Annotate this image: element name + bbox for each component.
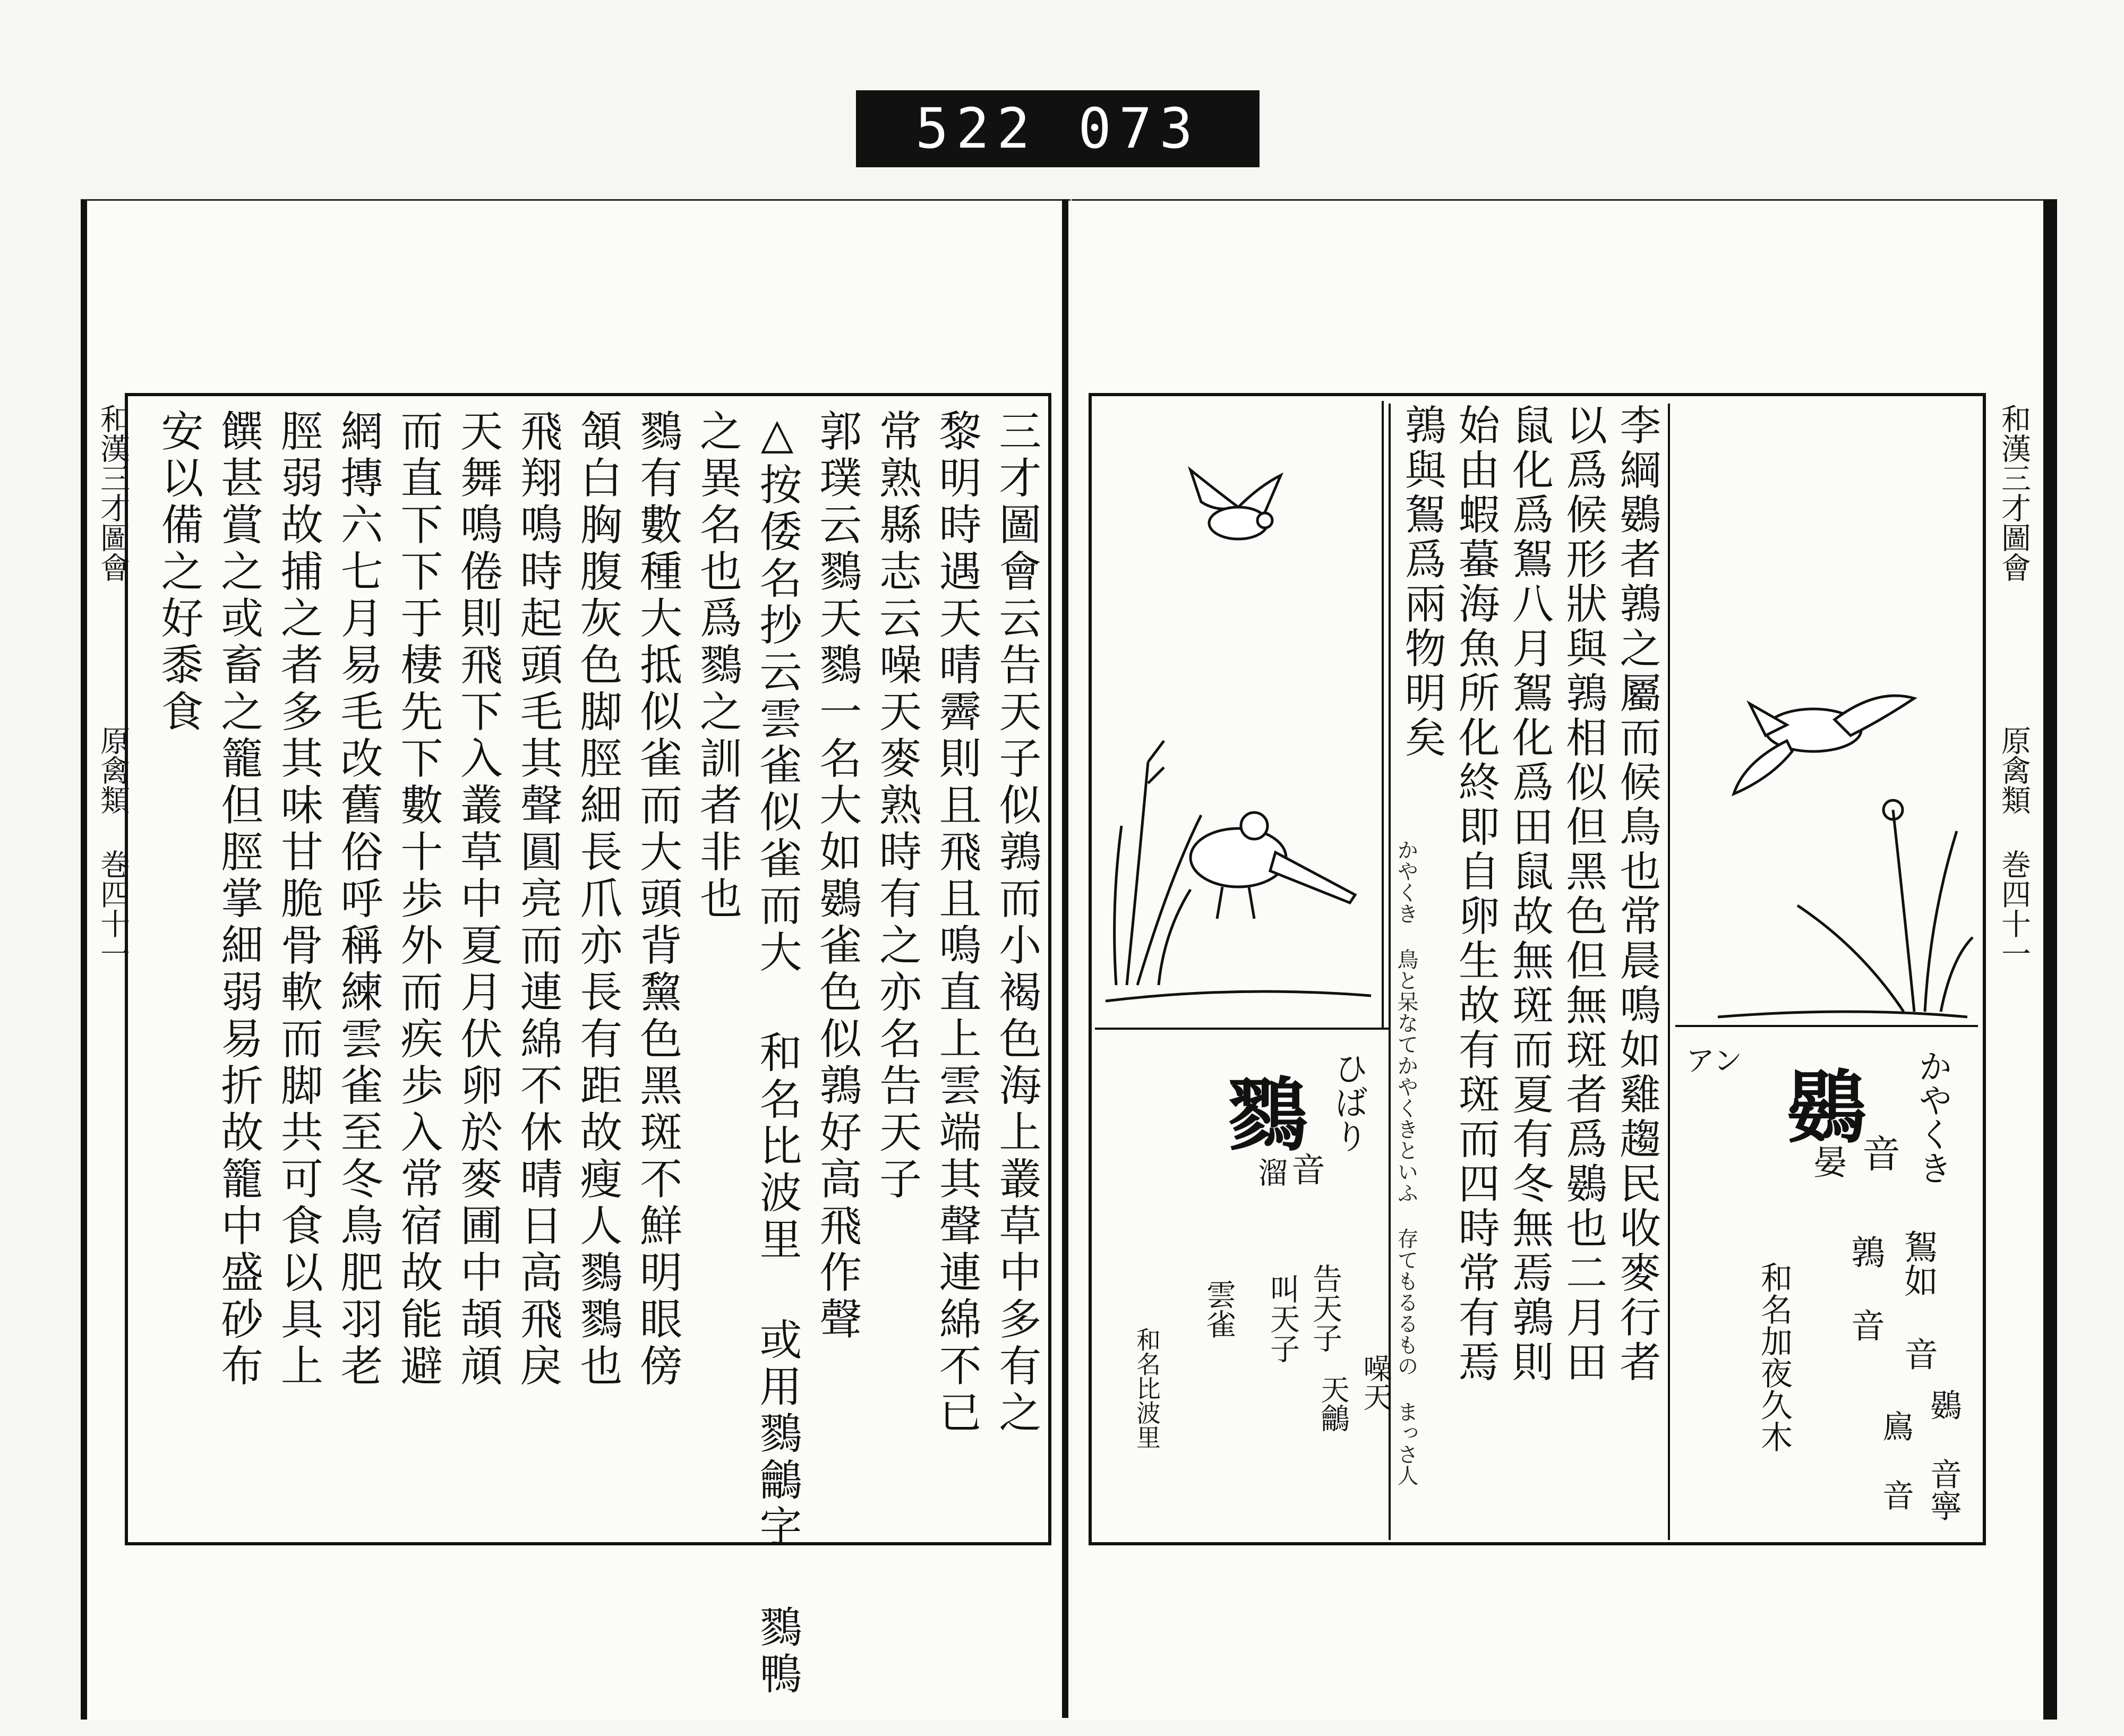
entry-character: 鷚 <box>1228 1068 1308 1162</box>
on-value: 晏 <box>1808 1144 1847 1178</box>
handwritten-annotation: かやくき 鳥と呆なてかやくきといふ 存てもるるもの まっさ人 <box>1394 839 1418 1486</box>
text-column: 三才圖會云告天子似鶉而小褐色海上叢草中多有之 <box>991 409 1041 1437</box>
margin-section-title: 原禽類 巻四十一 <box>1997 725 2031 968</box>
wamyo-name: 和名加夜久木 <box>1755 1261 1793 1452</box>
text-column: 之異名也爲鷚之訓者非也 <box>692 409 742 923</box>
lark-entry <box>1095 1028 1392 1540</box>
middle-body-text <box>1389 404 1670 1540</box>
kana-reading: ひばり <box>1329 1051 1368 1153</box>
lark-illustration-panel <box>1095 401 1384 1028</box>
on-label: 音 <box>1286 1152 1325 1186</box>
text-column: 飛翔鳴時起頭毛其聲圓亮而連綿不休晴日高飛戾 <box>513 409 563 1390</box>
text-column: 鷚有數種大抵似雀而大頭背黧色黑斑不鮮明眼傍 <box>632 409 682 1390</box>
alias: 鷃 音寧 <box>1925 1389 1962 1521</box>
text-column: 網摶六七月易毛改舊俗呼稱練雲雀至冬鳥肥羽老 <box>333 409 383 1390</box>
text-column: 常熟縣志云噪天麥熟時有之亦名告天子 <box>872 409 922 1203</box>
on-label: 音 <box>1856 1134 1900 1172</box>
margin-book-title: 和漢三才圖會 <box>1997 404 2031 582</box>
flying-bird-icon <box>1191 470 1281 539</box>
archive-shelf-label: 522 073 <box>856 90 1260 167</box>
text-column: 以爲候形狀與鶉相似但黑色但無斑者爲鷃也二月田 <box>1559 404 1607 1385</box>
text-column: 鶉與鴽爲兩物明矣 <box>1398 404 1446 760</box>
text-column: 李綱鷃者鶉之屬而候鳥也常晨鳴如雞趨民收麥行者 <box>1613 404 1661 1385</box>
book-spine <box>1062 199 1068 1718</box>
right-margin-title <box>1997 404 2031 968</box>
text-column: 頷白胸腹灰色脚脛細長爪亦長有距故瘦人鷚鷚也 <box>572 409 622 1390</box>
text-column: 脛弱故捕之者多其味甘脆骨軟而脚共可食以具上 <box>273 409 323 1390</box>
alias: 鴽如 音 <box>1898 1229 1938 1371</box>
wamyo-name: 和名比波里 <box>1133 1327 1161 1449</box>
on-reading: アン <box>1686 1044 1742 1077</box>
grass-icon <box>1718 800 1973 1017</box>
alias-note: 噪天 <box>1359 1354 1392 1411</box>
text-column: 而直下下于棲先下數十歩外而疾歩入常宿故能避 <box>393 409 443 1390</box>
text-column: 始由蝦蟇海魚所化終即自卵生故有斑而四時常有焉 <box>1451 404 1500 1385</box>
on-value: 溜 <box>1253 1157 1288 1187</box>
flying-bird-icon <box>1734 696 1914 794</box>
quail-illustration-panel <box>1675 401 1978 1027</box>
quail-entry <box>1675 1028 1978 1537</box>
perched-bird-icon <box>1191 813 1355 919</box>
lark-illustration <box>1095 401 1382 1028</box>
margin-book-title: 和漢三才圖會 <box>96 404 130 582</box>
text-column: 天舞鳴倦則飛下入叢草中夏月伏卵於麥圃中頡頏 <box>453 409 503 1390</box>
margin-section-title: 原禽類 巻四十一 <box>96 725 130 968</box>
text-column: 安以備之好黍食 <box>154 409 203 736</box>
alias: 鶉 音 <box>1845 1235 1885 1342</box>
alias: 鳸 音 <box>1877 1410 1914 1511</box>
kana-reading: かやくき <box>1913 1049 1952 1185</box>
text-column: 鼠化爲鴽八月鴽化爲田鼠故無斑而夏有冬無焉鶉則 <box>1505 404 1553 1385</box>
alias: 雲雀 <box>1202 1279 1236 1339</box>
entry-character: 鷃 <box>1787 1061 1867 1155</box>
alias: 告天子 <box>1308 1263 1342 1353</box>
alias-note: 天鸙 <box>1316 1375 1350 1432</box>
text-column: △按倭名抄云雲雀似雀而大 和名比波里 或用鷚鸙字 鷚鴨 <box>752 409 802 1698</box>
left-body-text <box>154 409 1041 1698</box>
quail-illustration <box>1675 401 1978 1025</box>
text-column: 郭璞云鷚天鷚一名大如鷃雀色似鶉好高飛作聲 <box>812 409 862 1344</box>
alias: 叫天子 <box>1265 1274 1300 1363</box>
text-column: 黎明時遇天晴霽則且飛且鳴直上雲端其聲連綿不已 <box>932 409 982 1437</box>
text-column: 饌甚賞之或畜之籠但脛掌細弱易折故籠中盛砂布 <box>213 409 263 1390</box>
